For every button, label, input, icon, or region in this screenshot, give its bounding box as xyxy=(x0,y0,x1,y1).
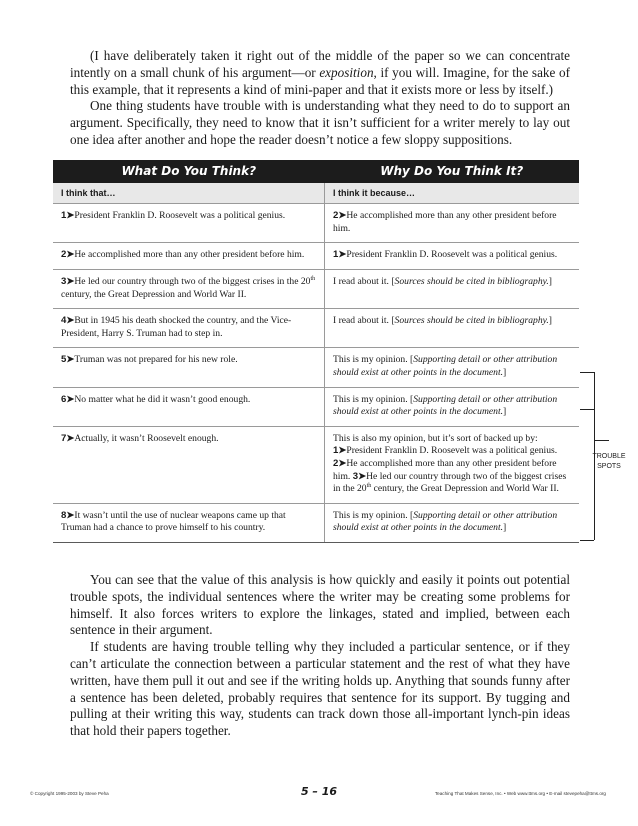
reason-cell: This is my opinion. [Supporting detail or other attribution should exist at other points in the document.] xyxy=(325,348,580,387)
closing-paragraph-2: If students are having trouble telling why they included a particular sentence, or if they can’t articulate the connection between a particular statement and the rest of what they have written, have them pull it out and see if the writing holds up. Anything that sounds funny after a sentence has been deleted, probably requires that sentence for its support. By tugging and pulling at their writing this way, students can track down those all-important lynch-pin ideas that hold their papers together. xyxy=(70,639,570,739)
table-subheading-row xyxy=(53,183,579,204)
claim-cell: 6➤No matter what he did it wasn’t good enough. xyxy=(53,387,325,426)
reason-cell: This is my opinion. [Supporting detail or other attribution should exist at other points in the document.] xyxy=(325,503,580,542)
table-row xyxy=(53,243,579,270)
think-table xyxy=(53,160,579,543)
reason-cell: 1➤President Franklin D. Roosevelt was a political genius. xyxy=(325,243,580,270)
reason-cell: This is also my opinion, but it’s sort of backed up by: 1➤President Franklin D. Roosevelt was a political genius. 2➤He accomplished more than any other president before him. 3➤He led our country through two of the biggest crises in the 20th century, the Great Depression and World War II. xyxy=(325,426,580,503)
reason-cell: I read about it. [Sources should be cited in bibliography.] xyxy=(325,309,580,348)
reason-cell: I read about it. [Sources should be cited in bibliography.] xyxy=(325,269,580,308)
footer-copyright: © Copyright 1995-2003 by Steve Peha xyxy=(30,791,109,796)
table-row xyxy=(53,503,579,542)
bracket-tick xyxy=(580,372,594,373)
claim-cell: 8➤It wasn’t until the use of nuclear weapons came up that Truman had a chance to prove himself to his country. xyxy=(53,503,325,542)
closing-text xyxy=(70,572,570,740)
footer-contact: Teaching That Makes Sense, Inc. • Web www.ttms.org • E-mail stevepeha@ttms.org xyxy=(434,791,606,796)
table-row xyxy=(53,348,579,387)
claim-cell: 2➤He accomplished more than any other president before him. xyxy=(53,243,325,270)
heading-what-do-you-think: What Do You Think? xyxy=(53,160,325,183)
bracket-pointer xyxy=(595,440,609,441)
trouble-spots-label: TROUBLE SPOTS xyxy=(592,453,626,470)
closing-paragraph-1: You can see that the value of this analysis is how quickly and easily it points out potential trouble spots, the individual sentences where the writer may be creating some problems for himself. It also forces writers to explore the linkages, stated and implied, between each sentence in their argument. xyxy=(70,572,570,638)
table-row xyxy=(53,387,579,426)
claim-cell: 4➤But in 1945 his death shocked the country, and the Vice-President, Harry S. Truman had to step in. xyxy=(53,309,325,348)
claim-cell: 7➤Actually, it wasn’t Roosevelt enough. xyxy=(53,426,325,503)
subheading-i-think-that: I think that… xyxy=(53,183,325,204)
claim-cell: 3➤He led our country through two of the biggest crises in the 20th century, the Great Depression and World War II. xyxy=(53,269,325,308)
claim-cell: 5➤Truman was not prepared for his new role. xyxy=(53,348,325,387)
table-row xyxy=(53,309,579,348)
intro-paragraph-2: One thing students have trouble with is understanding what they need to do to support an argument. Specifically, they need to know that it isn’t sufficient for a writer merely to lay out one idea after another and hope the reader doesn’t notice a few sloppy suppositions. xyxy=(70,98,570,147)
heading-why-do-you-think-it: Why Do You Think It? xyxy=(325,160,580,183)
reason-cell: 2➤He accomplished more than any other president before him. xyxy=(325,204,580,243)
intro-paragraph-1: (I have deliberately taken it right out of the middle of the paper so we can concentrate intently on a small chunk of his argument—or exposition, if you will. Imagine, for the sake of this example, that it represents a kind of mini-paper and that it exists more or less by itself.) xyxy=(70,48,570,97)
bracket-tick xyxy=(580,409,594,410)
table-row xyxy=(53,204,579,243)
page-number: 5 – 16 xyxy=(300,785,338,798)
table-row xyxy=(53,269,579,308)
table-heading-row xyxy=(53,160,579,183)
claim-cell: 1➤President Franklin D. Roosevelt was a political genius. xyxy=(53,204,325,243)
bracket-tick xyxy=(580,540,594,541)
reason-cell: This is my opinion. [Supporting detail or other attribution should exist at other points in the document.] xyxy=(325,387,580,426)
table-row xyxy=(53,426,579,503)
intro-text xyxy=(70,48,570,149)
subheading-i-think-it-because: I think it because… xyxy=(325,183,580,204)
